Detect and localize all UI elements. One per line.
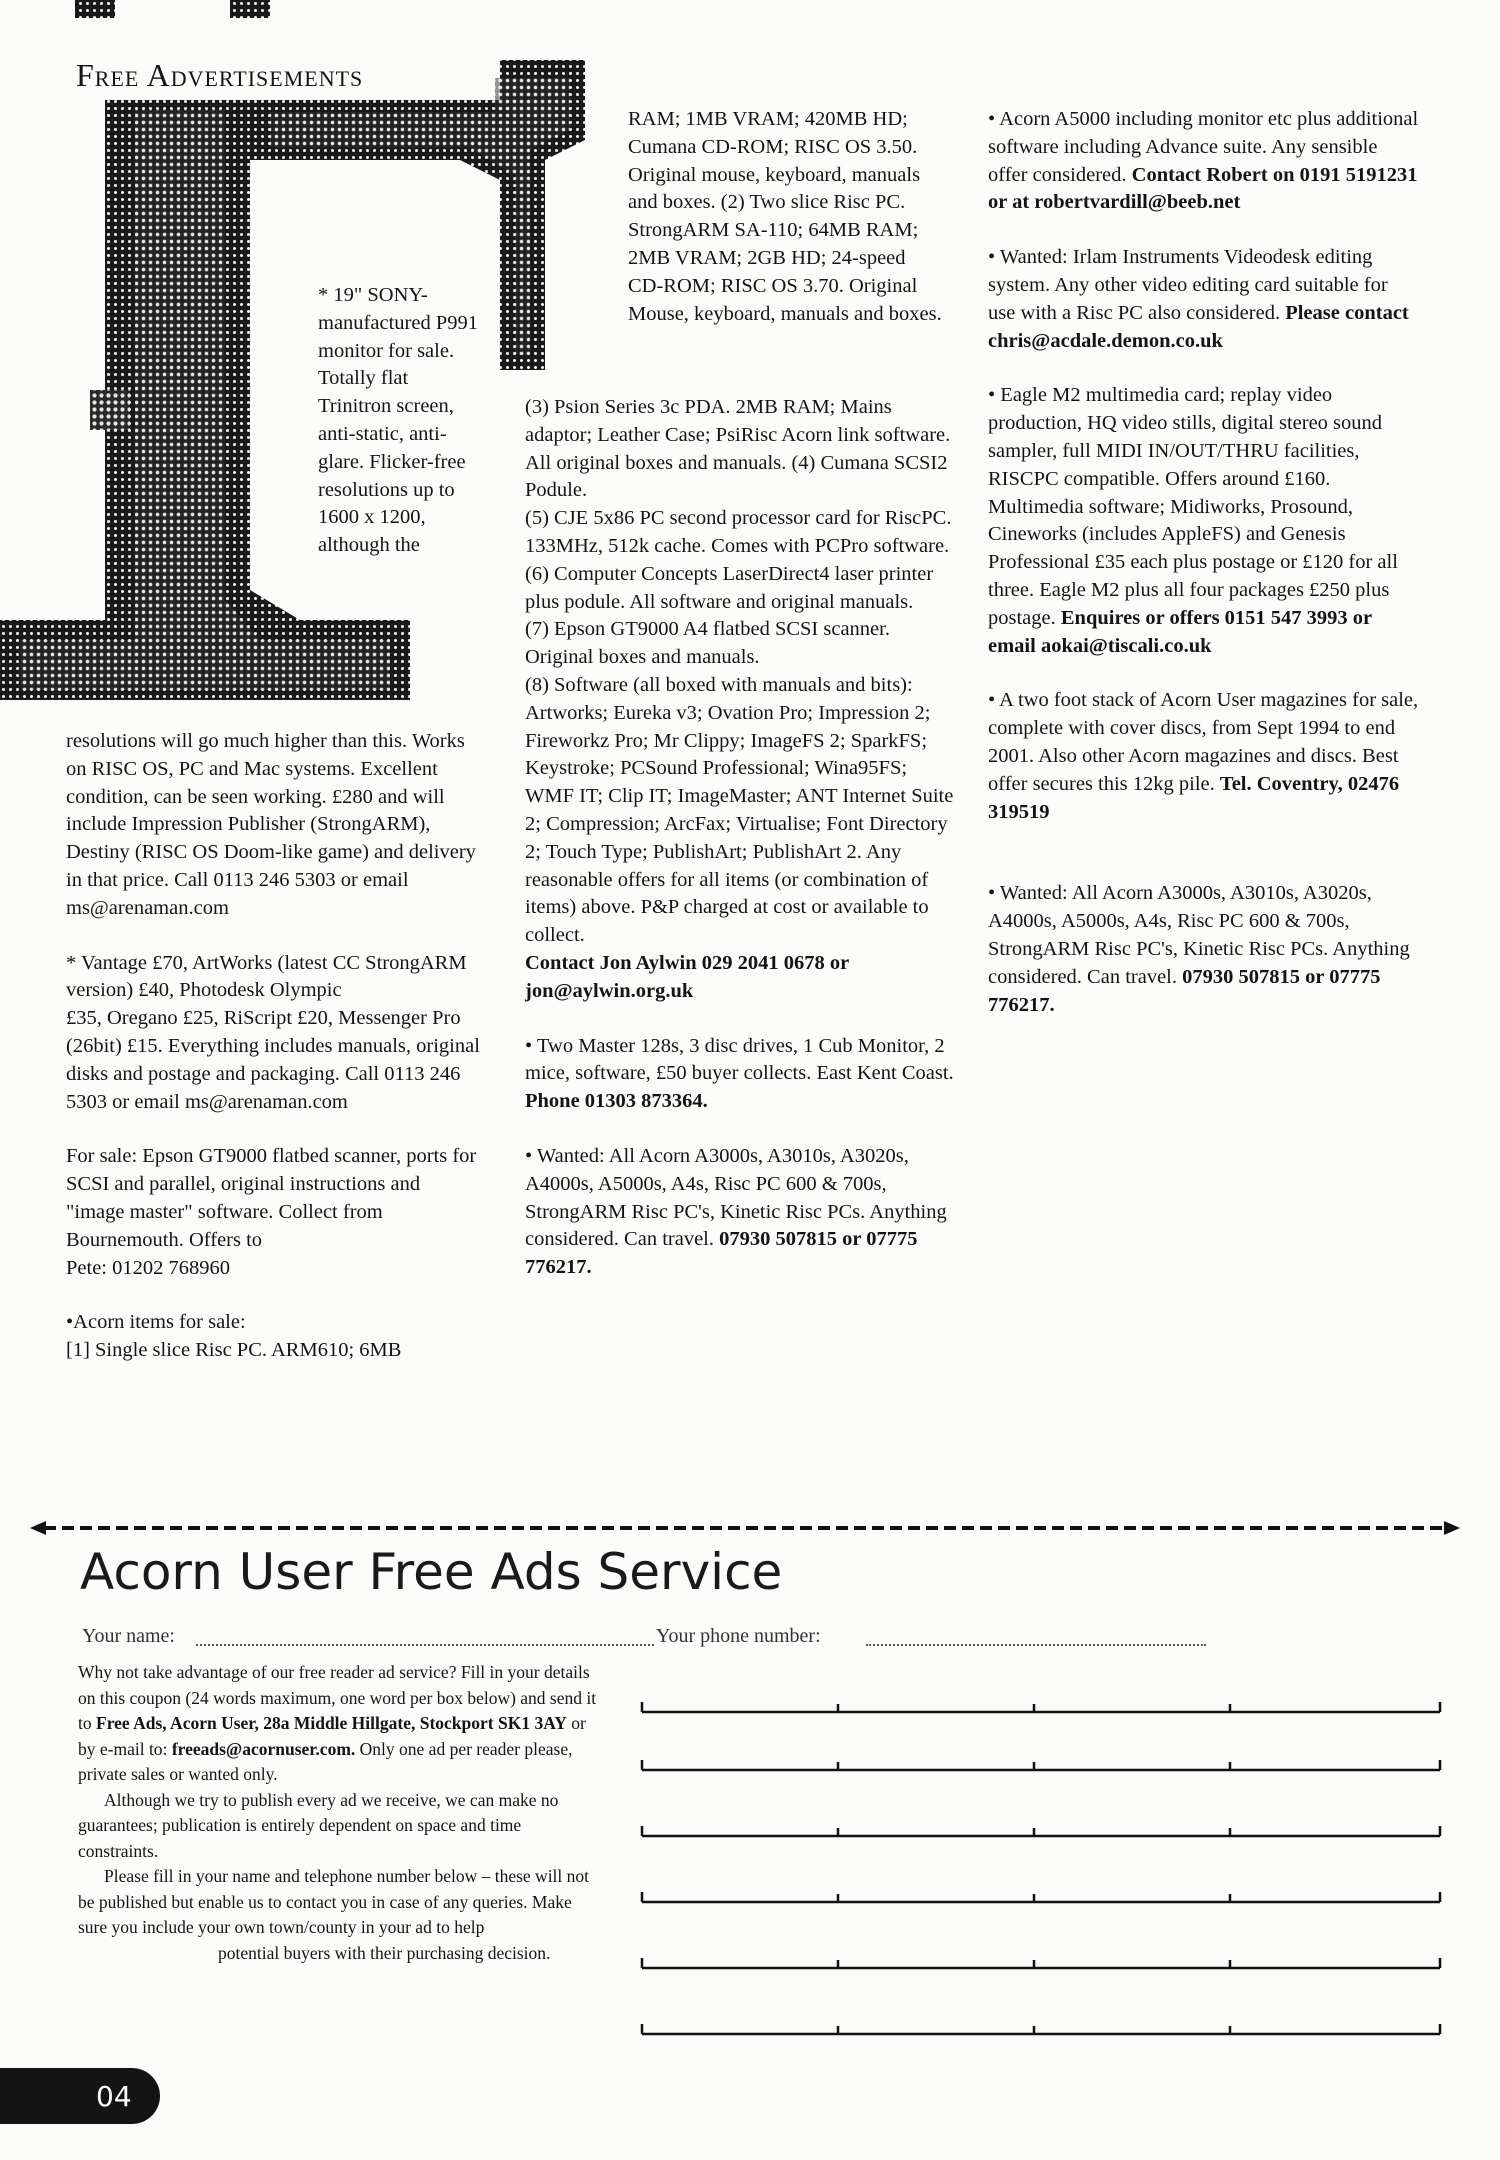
word-row[interactable] [642,2024,1440,2034]
coupon-contact-note: Please fill in your name and telephone number below – these will not be published but enable us to contact you in case of any queries. Make sure you include your own town/county in your ad to help [78,1866,590,1937]
ad-acorn-items-1: [1] Single slice Risc PC. ARM610; 6MB [66,1339,402,1362]
ad-acorn-items-7: (7) Epson GT9000 A4 flatbed SCSI scanner. Original boxes and manuals. [525,618,890,669]
ad-masters-contact: Phone 01303 873364. [525,1090,708,1113]
ad-acorn-items-heading: •Acorn items for sale: [66,1311,246,1334]
ad-sony-continued: resolutions will go much higher than this. Works on RISC OS, PC and Mac systems. Excellent condition, can be seen working. £280 and will include Impression Publisher (StrongARM), Destiny (RISC OS Doom-like game) and delivery in that price. Call 0113 246 5303 or email ms@arenaman.com [66,730,476,919]
name-label: Your name: [82,1625,175,1647]
ad-acorn-items-3: (3) Psion Series 3c PDA. 2MB RAM; Mains adaptor; Leather Case; PsiRisc Acorn link software. All original boxes and manuals. (4) Cumana SCSI2 Podule. [525,396,951,502]
coupon-cut-line [30,1518,1460,1538]
ad-epson-contact: Pete: 01202 768960 [66,1256,230,1279]
phone-label: Your phone number: [656,1625,821,1647]
ad-epson-sale: For sale: Epson GT9000 flatbed scanner, ports for SCSI and parallel, original instructions and "image master" software. Collect from Bournemouth. Offers to [66,1145,477,1251]
ad-acorn-items-2: RAM; 1MB VRAM; 420MB HD; Cumana CD-ROM; RISC OS 3.50. Original mouse, keyboard, manuals and boxes. (2) Two slice Risc PC. StrongARM SA-110; 64MB RAM; 2MB VRAM; 2GB HD; 24-speed CD-ROM; RISC OS 3.70. Original Mouse, keyboard, manuals and boxes. [628,108,942,325]
ad-magazines-contact: Tel. Coventry, 02476 319519 [988,772,1400,823]
ad-acorn-items-5: (5) CJE 5x86 PC second processor card for RiscPC. 133MHz, 512k cache. Comes with PCPro software. [525,507,952,557]
ad-acorn-items-6: (6) Computer Concepts LaserDirect4 laser printer plus podule. All software and original manuals. [525,562,934,613]
coupon-title: Acorn User Free Ads Service [80,1543,783,1601]
page-number: 04 [96,2080,132,2113]
ad-eagle [988,382,1420,660]
ad-eagle-text: • Eagle M2 multimedia card; replay video production, HQ video stills, digital stereo sound sampler, full MIDI IN/OUT/THRU facilities, RISCPC compatible. Offers around £160. Multimedia software; Midiworks, Prosound, Cineworks (includes AppleFS) and Genesis Professional £35 each plus postage or £120 for all three. Eagle M2 plus all four packages £250 plus postage. [988,384,1398,629]
coupon-address: Free Ads, Acorn User, 28a Middle Hillgate, Stockport SK1 3AY [96,1713,567,1733]
ad-acorn-items-contact: Contact Jon Aylwin 029 2041 0678 or jon@aylwin.org.uk [525,951,849,1002]
ad-a5000-text: • Acorn A5000 including monitor etc plus additional software including Advance suite. Any sensible offer considered. [988,108,1419,186]
word-box-grid[interactable] [640,1690,1445,2050]
coupon-guarantee: Although we try to publish every ad we receive, we can make no guarantees; publication is entirely dependent on space and time constraints. [78,1789,559,1861]
dropcap-f-graphic [0,0,590,700]
ad-magazines [988,687,1420,826]
ad-wanted-a3000-contact: 07930 507815 or 07775 776217. [525,1228,918,1279]
coupon-email: freeads@acornuser.com. [171,1738,356,1759]
page-number-tab [0,2068,160,2124]
column-2 [525,394,960,1309]
ad-vantage-line-1: * Vantage £70, ArtWorks (latest CC StrongARM version) £40, Photodesk Olympic [66,951,467,1002]
column-3 [988,106,1420,1046]
word-row[interactable] [642,1958,1440,1968]
coupon-intro-1: Why not take advantage of our free reader ad service? Fill in your details on this coupon (24 words maximum, one word per box below) and send it to [78,1662,597,1733]
column-1 [66,728,480,1365]
ad-irlam-text: • Wanted: Irlam Instruments Videodesk editing system. Any other video editing card suitable for use with a Risc PC also considered. [988,246,1388,324]
phone-field[interactable] [866,1644,1206,1646]
name-field[interactable] [196,1644,654,1646]
section-title: Free Advertisements [72,54,369,94]
ad-masters-text: • Two Master 128s, 3 disc drives, 1 Cub Monitor, 2 mice, software, £50 buyer collects. East Kent Coast. [525,1034,954,1085]
ad-a5000-contact: Contact Robert on 0191 5191231 or at robertvardill@beeb.net [988,163,1418,214]
word-row[interactable] [642,1826,1440,1836]
ad-vantage-line-2: £35, Oregano £25, RiScript £20, Messenger Pro (26bit) £15. Everything includes manuals, original disks and postage and packaging. Call 0113 246 5303 or email ms@arenaman.com [66,1007,480,1113]
coupon-closing: potential buyers with their purchasing decision. [218,1942,551,1963]
ad-eagle-contact: Enquires or offers 0151 547 3993 or email aokai@tiscali.co.uk [988,606,1372,657]
ad-wanted-a3000 [525,1143,960,1282]
coupon-intro-3: Only one ad per reader please, private sales or wanted only. [78,1738,573,1784]
ad-wanted-2-text: • Wanted: All Acorn A3000s, A3010s, A3020s, A4000s, A5000s, A4s, Risc PC 600 & 700s, StrongARM Risc PC's, Kinetic Risc PCs. Anything considered. Can travel. [988,882,1410,988]
ad-wanted-2 [988,880,1420,1019]
word-row[interactable] [642,1892,1440,1902]
ad-irlam-contact: Please contact chris@acdale.demon.co.uk [988,301,1409,352]
word-row[interactable] [642,1702,1440,1712]
ad-wanted-a3000-text: • Wanted: All Acorn A3000s, A3010s, A3020s, A4000s, A5000s, A4s, Risc PC 600 & 700s, StrongARM Risc PC's, Kinetic Risc PCs. Anything considered. Can travel. [525,1144,947,1251]
ad-a5000 [988,106,1420,217]
ad-sony-intro: * 19" SONY-manufactured P991 monitor for sale. Totally flat Trinitron screen, anti-static, anti-glare. Flicker-free resolutions up to 1600 x 1200, although the [318,284,478,557]
coupon-intro-2: or by e-mail to: [78,1713,586,1759]
word-row[interactable] [642,1760,1440,1770]
ad-masters [525,1033,960,1116]
ad-acorn-items-8: (8) Software (all boxed with manuals and bits): Artworks; Eureka v3; Ovation Pro; Impression 2; Fireworkz Pro; Mr Clippy; ImageFS 2; SparkFS; Keystroke; PCSound Professional; Wina95FS; WMF IT; Clip IT; ImageMaster; ANT Internet Suite 2; Compression; ArcFax; Virtualise; Font Directory 2; Touch Type; PublishArt; PublishArt 2. Any reasonable offers for all items (or combination of items) above. P&P charged at cost or available to collect. [525,673,954,947]
ad-wanted-2-contact: 07930 507815 or 07775 776217. [988,965,1381,1016]
ad-irlam [988,244,1420,355]
coupon-instructions [78,1660,598,1966]
ad-magazines-text: • A two foot stack of Acorn User magazines for sale, complete with cover discs, from Sept 1994 to end 2001. Also other Acorn magazines and discs. Best offer secures this 12kg pile. [988,689,1419,795]
coupon-intro [78,1660,598,1788]
